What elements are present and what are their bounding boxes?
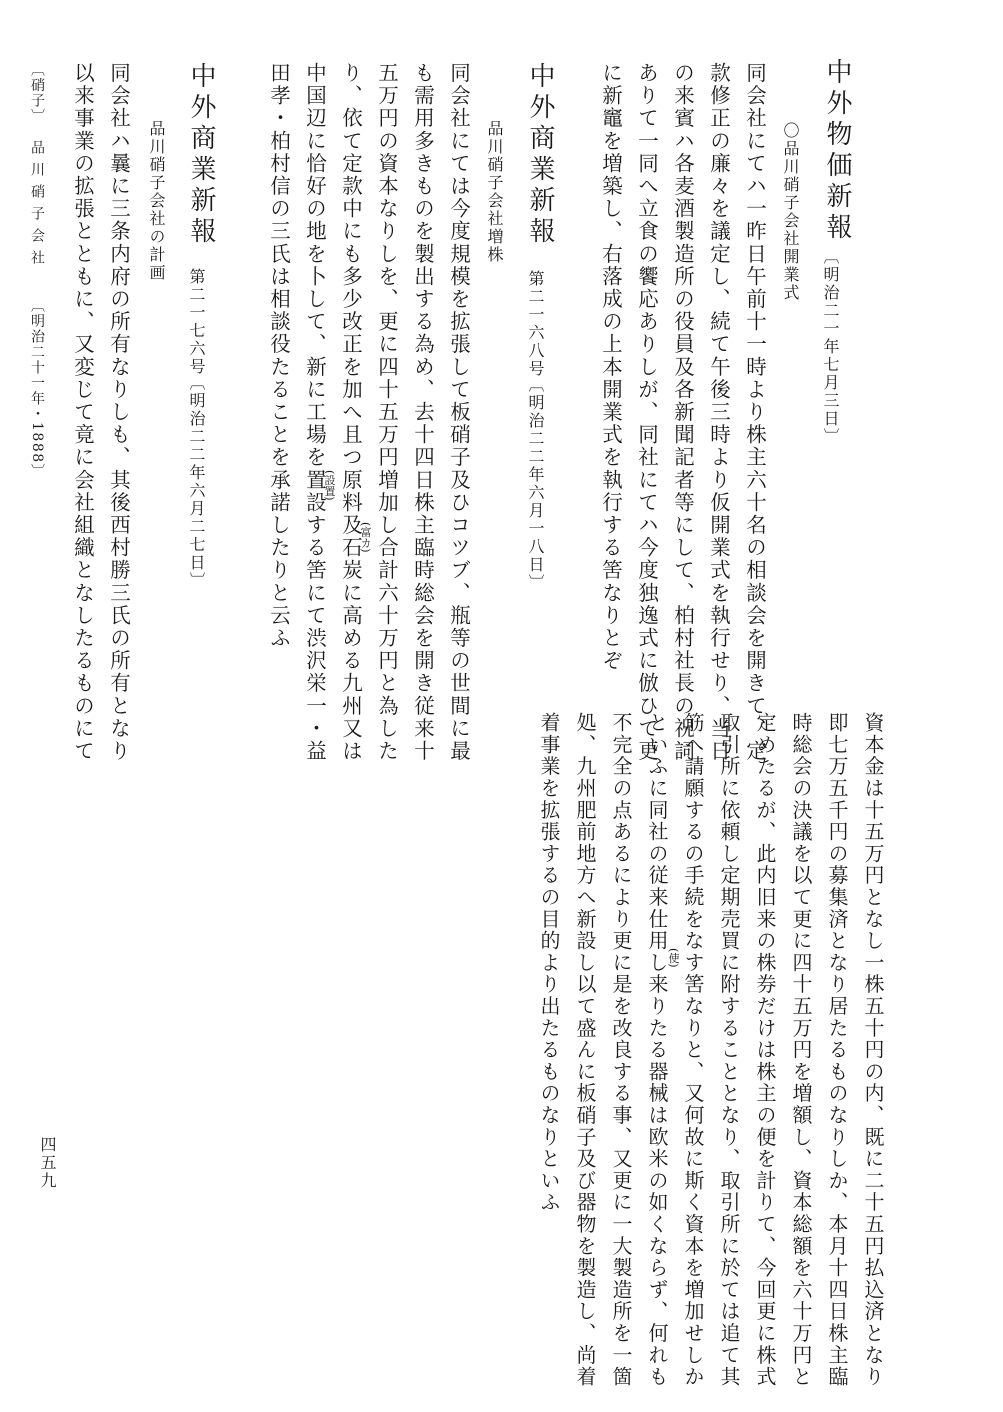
article2-number: 第二一六八号 xyxy=(526,270,545,378)
continued-line: 時総会の決議を以て更に四十五万円を増額し、資本総額を六十万円と xyxy=(789,712,813,1388)
continued-line: 筋へ請願するの手続をなす筈なりと、又何故に斯く資本を増加せしか xyxy=(681,712,705,1388)
article1-subheading: 〇品川硝子会社開業式 xyxy=(781,122,800,302)
continued-line: といふに同社の従来仕用し来りたる器械は欧米の如くならず、何れも xyxy=(645,712,669,1388)
article3-number: 第二一七六号 xyxy=(187,268,206,376)
article3-line: 以来事業の拡張とともに、又変じて竟に会社組織となしたるものにて xyxy=(70,62,95,763)
article1-line: ありて一同へ立食の饗応ありしが、同社にてハ今度独逸式に倣ひて更 xyxy=(634,62,659,763)
article2-ruby-tomi: (富カ) xyxy=(359,522,372,553)
article3-date: 〔明治二二年六月二七日〕 xyxy=(187,374,206,590)
article2-line: り、依て定款中にも多少改正を加へ且つ原料及石炭に高める九州又は xyxy=(338,62,363,763)
article3-heading: 中外商業新報 xyxy=(186,62,216,248)
article3-subheading: 品川硝子会社の計画 xyxy=(147,120,166,282)
article2-line: 田孝・柏村信の三氏は相談役たることを承諾したりと云ふ xyxy=(266,62,291,650)
article2-heading: 中外商業新報 xyxy=(525,62,555,248)
article2-line: 同会社にては今度規模を拡張して板硝子及ひコツブ、瓶等の世間に最 xyxy=(446,62,471,763)
article1-line: 款修正の廉々を議定し、続て午後三時より仮開業式を執行せり、当日 xyxy=(706,62,731,763)
article2-date: 〔明治二二年六月一八日〕 xyxy=(526,376,545,592)
article1-line: に新竈を増築し、右落成の上本開業式を執行する筈なりとぞ xyxy=(598,62,623,673)
article2-subheading: 品川硝子会社増株 xyxy=(485,120,504,264)
continued-line: 取引所に依頼し定期売買に附することとなり、取引所に於ては追て其 xyxy=(717,712,741,1388)
running-head-title: 品川硝子会社 xyxy=(29,140,45,272)
continued-line: 定めたるが、此内旧来の株券だけは株主の便を計りて、今回更に株式 xyxy=(753,712,777,1388)
running-head-section: 〔硝子〕 xyxy=(29,62,45,124)
article2-line: 中国辺に恰好の地を卜して、新に工場を置設する筈にて渋沢栄一・益 xyxy=(302,62,327,763)
running-head-date: 〔明治二十一年・1888〕 xyxy=(29,298,45,480)
continued-line: 資本金は十五万円となし一株五十円の内、既に二十五円払込済となり xyxy=(861,712,885,1388)
article1-line: の来賓ハ各麦酒製造所の役員及各新聞記者等にして、柏村社長の祝詞 xyxy=(670,62,695,763)
continued-line: 着事業を拡張するの目的より出たるものなりといふ xyxy=(537,712,561,1214)
article1-line: 同会社にてハ一昨日午前十一時より株主六十名の相談会を開きて、定 xyxy=(742,62,767,763)
article2-ruby-setchi: (設置) xyxy=(323,470,336,501)
page-number: 四五九 xyxy=(38,1136,57,1190)
article3-line: 同会社ハ曩に三条内府の所有なりしも、其後西村勝三氏の所有となり xyxy=(106,62,131,763)
article2-line: も需用多きものを製出する為め、去十四日株主臨時総会を開き従来十 xyxy=(410,62,435,763)
article2-line: 五万円の資本なりしを、更に四十五万円増加し合計六十万円と為した xyxy=(374,62,399,763)
article1-heading: 中外物価新報 xyxy=(822,58,852,244)
continued-line: 即七万五千円の募集済となり居たるものなりしか、本月十四日株主臨 xyxy=(825,712,849,1388)
continued-line: 不完全の点あるにより更に是を改良する事、又更に一大製造所を一箇 xyxy=(609,712,633,1388)
continued-line: 処、九州肥前地方へ新設し以て盛んに板硝子及び器物を製造し、尚着 xyxy=(573,712,597,1388)
continued-ruby-shi: (使) xyxy=(667,948,680,968)
article1-date: 〔明治二一年七月三日〕 xyxy=(821,248,840,446)
